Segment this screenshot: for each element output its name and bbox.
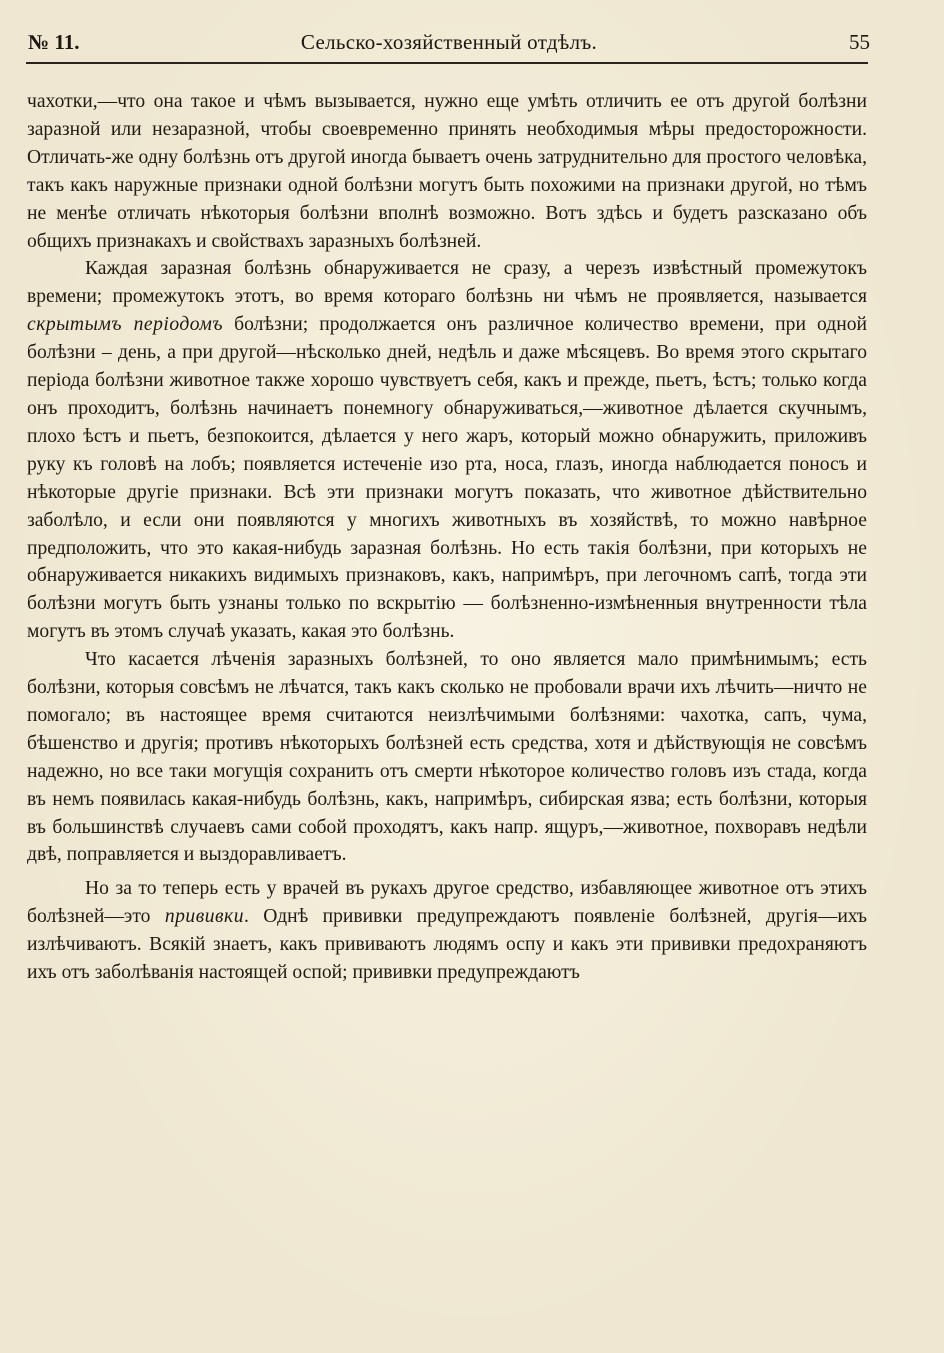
paragraph [27, 88, 867, 255]
header-rule [26, 62, 868, 64]
text-run: Но за то теперь есть у врачей въ рукахъ другое средство, избавляющее животное отъ этихъ болѣзней—это [27, 878, 867, 928]
text-run: болѣзни; продолжается онъ различное количество времени, при одной болѣзни – день, а при другой—нѣсколько дней, недѣль и даже мѣсяцевъ. Во время этого скрытаго періода болѣзни животное также хорошо чувствуетъ себя, какъ и прежде, пьетъ, ѣстъ; только когда онъ проходитъ, болѣзнь начинаетъ понемногу обнаруживаться,—животное дѣлается скучнымъ, плохо ѣстъ и пьетъ, безпокоится, дѣлается у него жаръ, который можно обнаружить, приложивъ руку къ головѣ на лобъ; появляется истеченіе изо рта, носа, глазъ, иногда наблюдается поносъ и нѣкоторые другіе признаки. Всѣ эти признаки могутъ показать, что животное дѣйствительно заболѣло, и если они появляются у многихъ животныхъ въ хозяйствѣ, то можно навѣрное предположить, что это какая-нибудь заразная болѣзнь. Но есть такія болѣзни, при которыхъ не обнаруживается никакихъ видимыхъ признаковъ, какъ, напримѣръ, при легочномъ сапѣ, тогда эти болѣзни могутъ быть узнаны только по вскрытію — болѣзненно-измѣненныя внутренности тѣла могутъ въ этомъ случаѣ указать, какая это болѣзнь. [27, 314, 867, 643]
page-header [28, 30, 870, 60]
text-run: чахотки,—что она такое и чѣмъ вызывается, нужно еще умѣть отличить ее отъ другой болѣзни заразной или незаразной, чтобы своевременно принять необходимыя мѣры предосторожности. Отличать-же одну болѣзнь отъ другой иногда бываетъ очень затруднительно для простого человѣка, такъ какъ наружные признаки одной болѣзни могутъ быть похожими на признаки другой, но тѣмъ не менѣе отличать нѣкоторыя болѣзни вполнѣ возможно. Вотъ здѣсь и будетъ разсказано объ общихъ признакахъ и свойствахъ заразныхъ болѣзней. [27, 91, 867, 252]
page-number: 55 [849, 30, 870, 54]
body-text [27, 88, 867, 987]
paragraph [27, 255, 867, 646]
italic-term: прививки [164, 906, 244, 928]
section-title: Сельско-хозяйственный отдѣлъ. [300, 30, 598, 54]
text-run: . Однѣ прививки предупреждаютъ появленіе болѣзней, другія—ихъ излѣчиваютъ. Всякій знаетъ, какъ прививаютъ людямъ оспу и какъ эти прививки предохраняютъ ихъ отъ заболѣванія настоящей оспой; прививки предупреждаютъ [27, 906, 867, 984]
issue-number: № 11. [28, 30, 80, 54]
italic-term: скрытымъ періодомъ [27, 314, 224, 336]
paragraph [27, 875, 867, 987]
text-run: Каждая заразная болѣзнь обнаруживается не сразу, а черезъ извѣстный промежутокъ времени; промежутокъ этотъ, во время котораго болѣзнь ни чѣмъ не проявляется, называется [27, 258, 867, 308]
paragraph [27, 646, 867, 869]
text-run: Что касается лѣченія заразныхъ болѣзней, то оно является мало примѣнимымъ; есть болѣзни, которыя совсѣмъ не лѣчатся, такъ какъ сколько не пробовали врачи ихъ лѣчить—ничто не помогало; въ настоящее время считаются неизлѣчимыми болѣзнями: чахотка, сапъ, чума, бѣшенство и другія; противъ нѣкоторыхъ болѣзней есть средства, хотя и дѣйствующія не совсѣмъ надежно, но все таки могущія сохранить отъ смерти нѣкоторое количество головъ изъ стада, когда въ немъ появилась какая-нибудь болѣзнь, какъ, напримѣръ, сибирская язва; есть болѣзни, которыя въ большинствѣ случаевъ сами собой проходятъ, какъ напр. ящуръ,—животное, похворавъ недѣли двѣ, поправляется и выздоравливаетъ. [27, 649, 867, 866]
